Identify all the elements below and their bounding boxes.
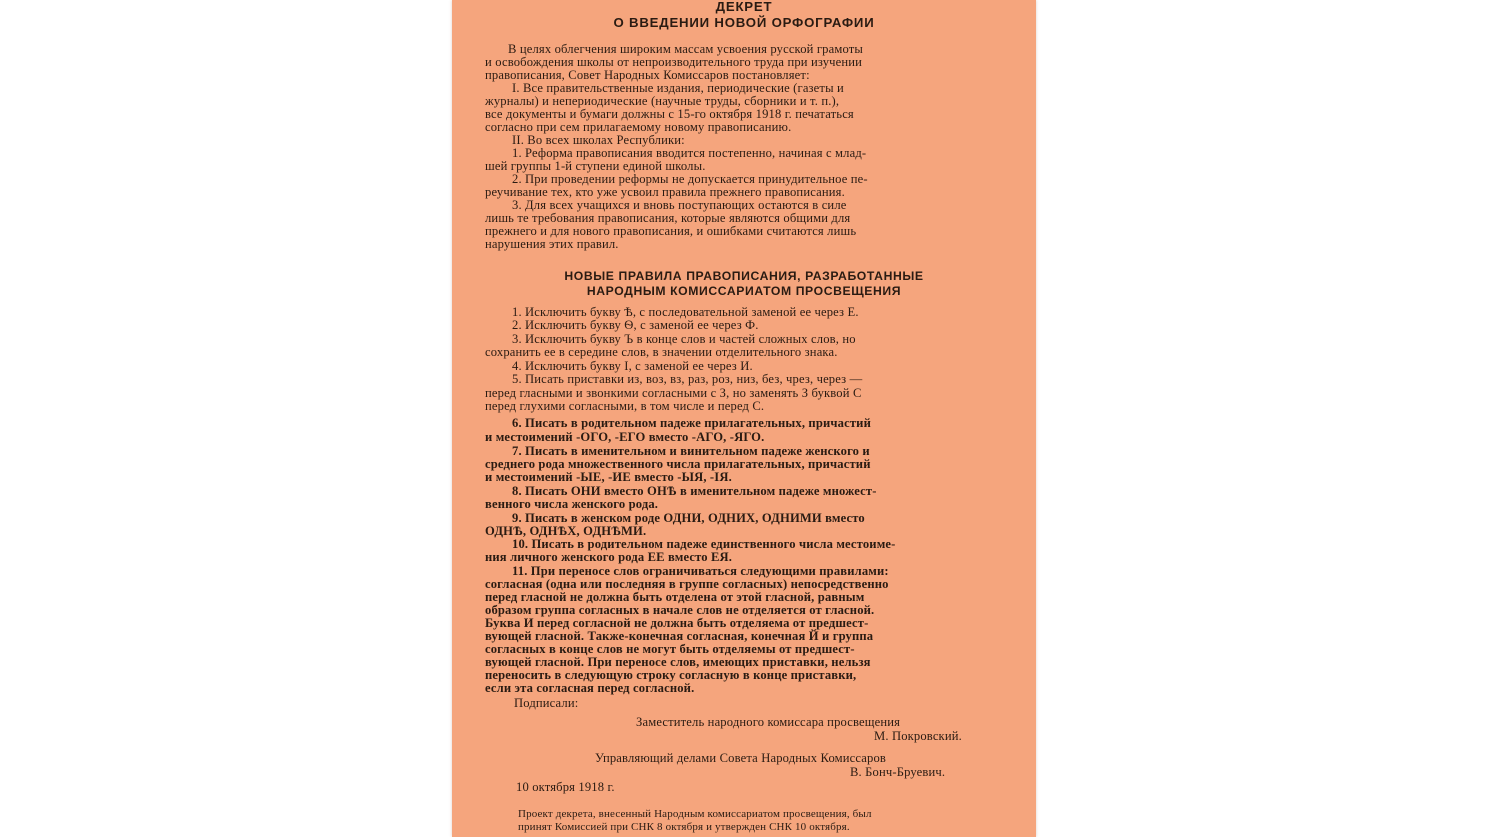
decree-sheet: [452, 0, 1036, 837]
rule-line: 5. Писать приставки из, воз, вз, раз, роз, низ, без, чрез, через —: [512, 372, 863, 386]
rule-line: 7. Писать в именительном и винительном падеже женского и: [512, 444, 870, 458]
footnote-line: Проект декрета, внесенный Народным комиссариатом просвещения, был: [518, 808, 872, 820]
rule-line: и местоимений -ЫЕ, -ИЕ вместо -ЫЯ, -ІЯ.: [485, 470, 732, 484]
rule-line: 2. Исключить букву Ѳ, с заменой ее через Ф.: [512, 318, 759, 332]
rule-line: образом группа согласных в начале слов не отделяется от гласной.: [485, 603, 875, 617]
signatory-name: В. Бонч-Бруевич.: [850, 765, 946, 779]
rule-line: 11. При переносе слов ограничиваться следующими правилами:: [512, 564, 889, 578]
section-2-line: 1. Реформа правописания вводится постепенно, начиная с млад-: [512, 146, 867, 160]
preamble-line: и освобождения школы от непроизводительного труда при изучении: [485, 55, 863, 69]
rule-line: 6. Писать в родительном падеже прилагательных, причастий: [512, 416, 871, 430]
rule-line: согласных в конце слов не могут быть отделяемы от предшест-: [485, 642, 855, 656]
signed-label: Подписали:: [514, 696, 579, 710]
rules-heading-line: НОВЫЕ ПРАВИЛА ПРАВОПИСАНИЯ, РАЗРАБОТАННЫЕ: [564, 269, 924, 283]
rule-line: согласная (одна или последняя в группе согласных) непосредственно: [485, 577, 889, 591]
rule-line: 8. Писать ОНИ вместо ОНѢ в именительном падеже множест-: [512, 484, 877, 498]
section-2-line: 2. При проведении реформы не допускается принудительное пе-: [512, 172, 868, 186]
rule-line: перед гласной не должна быть отделена от этой гласной, равным: [485, 590, 865, 604]
rule-line: если эта согласная перед согласной.: [485, 681, 695, 695]
rule-line: 1. Исключить букву Ѣ, с последовательной заменой ее через Е.: [512, 305, 859, 319]
decree-label: ДЕКРЕТ: [715, 0, 773, 14]
rule-line: ния личного женского рода ЕЕ вместо ЕЯ.: [485, 550, 733, 564]
section-1-line: все документы и бумаги должны с 15-го октября 1918 г. печататься: [485, 107, 854, 121]
rule-line: 9. Писать в женском роде ОДНИ, ОДНИХ, ОДНИМИ вместо: [512, 511, 865, 525]
section-1-line: I. Все правительственные издания, периодические (газеты и: [512, 81, 844, 95]
rule-line: 10. Писать в родительном падеже единственного числа местоиме-: [512, 537, 896, 551]
rule-line: 3. Исключить букву Ъ в конце слов и частей сложных слов, но: [512, 332, 856, 346]
decree-date: 10 октября 1918 г.: [516, 780, 615, 794]
rule-line: среднего рода множественного числа прилагательных, причастий: [485, 457, 871, 471]
rule-line: венного числа женского рода.: [485, 497, 659, 511]
section-2-line: лишь те требования правописания, которые являются общими для: [485, 211, 851, 225]
section-1-line: согласно при сем прилагаемому новому правописанию.: [485, 120, 792, 134]
section-2-line: нарушения этих правил.: [485, 237, 619, 251]
rule-line: сохранить ее в середине слов, в значении отделительного знака.: [485, 345, 838, 359]
rule-line: 4. Исключить букву І, с заменой ее через И.: [512, 359, 753, 373]
section-2-title: II. Во всех школах Республики:: [512, 133, 685, 147]
preamble-line: правописания, Совет Народных Комиссаров постановляет:: [485, 68, 810, 82]
signatory-position: Управляющий делами Совета Народных Комиссаров: [595, 751, 887, 765]
rule-line: перед глухими согласными, в том числе и перед С.: [485, 399, 765, 413]
section-2-line: прежнего и для нового правописания, и ошибками считаются лишь: [485, 224, 857, 238]
preamble-line: В целях облегчения широким массам усвоения русской грамоты: [508, 42, 863, 56]
decree-title: О ВВЕДЕНИИ НОВОЙ ОРФОГРАФИИ: [613, 15, 875, 30]
section-2-line: 3. Для всех учащихся и вновь поступающих остаются в силе: [512, 198, 847, 212]
rule-line: и местоимений -ОГО, -ЕГО вместо -АГО, -ЯГО.: [485, 430, 765, 444]
rule-line: переносить в следующую строку согласную в конце приставки,: [485, 668, 857, 682]
rule-line: ОДНѢ, ОДНѢХ, ОДНѢМИ.: [485, 524, 647, 538]
footnote-line: принят Комиссией при СНК 8 октября и утвержден СНК 10 октября.: [518, 821, 850, 833]
rule-line: перед гласными и звонкими согласными с З, но заменять З буквой С: [485, 386, 862, 400]
rules-heading-line: НАРОДНЫМ КОМИССАРИАТОМ ПРОСВЕЩЕНИЯ: [586, 284, 902, 298]
rule-line: Буква И перед согласной не должна быть отделяема от предшест-: [485, 616, 869, 630]
section-1-line: журналы) и непериодические (научные труды, сборники и т. п.),: [485, 94, 840, 108]
signatory-name: М. Покровский.: [874, 729, 962, 743]
rule-line: вующей гласной. При переносе слов, имеющих приставки, нельзя: [485, 655, 871, 669]
rule-line: вующей гласной. Также-конечная согласная, конечная Й и группа: [485, 629, 874, 643]
signatory-position: Заместитель народного комиссара просвещения: [636, 715, 901, 729]
section-2-line: реучивание тех, кто уже усвоил правила прежнего правописания.: [485, 185, 845, 199]
section-2-line: шей группы 1-й ступени единой школы.: [485, 159, 706, 173]
